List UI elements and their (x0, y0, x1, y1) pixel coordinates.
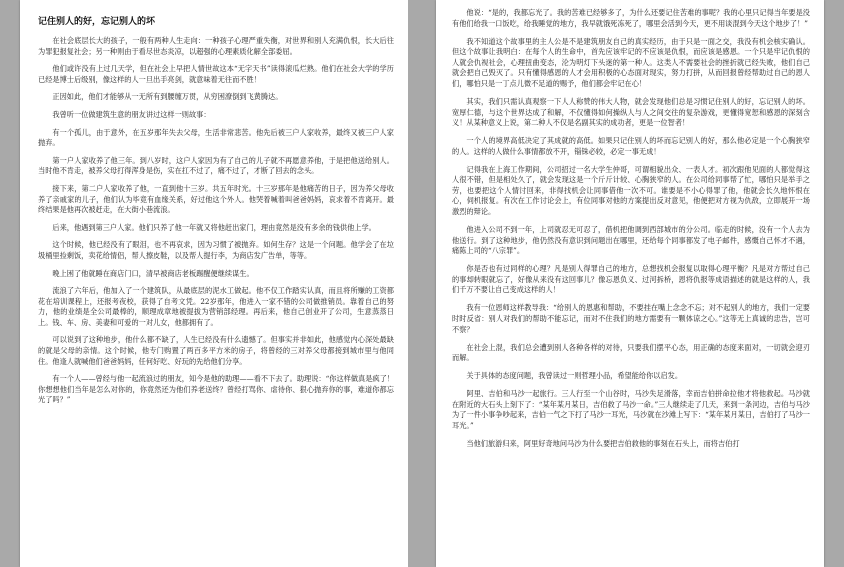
paragraph: 接下来，第二户人家收养了他，一直到他十三岁。共五年时光。十三岁那年是他痛苦的日子，因为养父母收养了亲戚家的儿子，他们认为毕竟有血缘关系，好过他这个外人。他哭着喊着叫爸爸妈妈，哀求着不肯离开。最终结果是他再次被赶走，在大街小巷流浪。 (38, 183, 394, 215)
paragraph: 可以说到了这种地步，他什么都不缺了，人生已经没有什么遗憾了。但事实并非如此，他感觉内心深处最缺的就是父母的亲情。这个时候，他专门购置了两百多平方米的房子，将曾经的三对养父母都接到城市里与他同住。他逢人就喊他们爸爸妈妈，任何好吃、好玩的先给他们分享。 (38, 335, 394, 366)
paragraph: 他说：“是的，我都忘光了。我的苦难已经够多了，为什么还要记住苦难的事呢？我的心里只记得当年要是没有他们给我一口饭吃，给我睡觉的地方，我早就饿死冻死了，哪里会活到今天，更不用谈混到今天这个地步了！” (452, 8, 810, 28)
left-page (20, 0, 408, 567)
paragraph: 我有一位恩师这样教导我：“给别人的恩惠和帮助，不要挂在嘴上念念不忘；对不起别人的地方，我们一定要时时反省：别人对我们的帮助不能忘记，而对不住我们的地方需要有一颗体谅之心。”这等无上真诚的忠告，岂可不察？ (452, 303, 810, 334)
paragraph: 有一个孤儿，由于意外，在五岁那年失去父母，生活非常悲苦。他先后被三户人家收养，最终又被三户人家抛弃。 (38, 127, 394, 148)
paragraph: 当他们旅游归来，阿里好奇地问马沙为什么要把吉伯救他的事刻在石头上，而将吉伯打 (466, 438, 740, 448)
paragraph: 记得我在上海工作期间，公司招过一名大学生仲哥，可谓相貌出众、一表人才。初次跟他见面的人都觉得这人很不错，但是相处久了，就会发现这是一个斤斤计较、心胸狭窄的人。在公司给同事帮了忙，哪怕只是举手之劳，也要把这个人情讨回来，非得找机会让同事借他一次不可。谁要是不小心得罪了他，他就会长久地怀恨在心，伺机报复。有次在工作讨论会上，有位同事对他的方案提出反对意见，他便把对方视为仇敌，立即展开一场激烈的辩论。 (452, 164, 810, 217)
paragraph: 正因如此，他们才能够从一无所有到腰缠万贯，从穷困潦倒到飞黄腾达。 (52, 92, 283, 102)
paragraph: 他进入公司不到一年，上司就忍无可忍了，借机把他调到西部城市的分公司。临走的时候，没有一个人去为他送行。到了这种地步，他仍然没有意识到问题出在哪里，还给每个同事都发了电子邮件，感慨自己怀才不遇，痛陈上司的“八宗罪”。 (452, 225, 810, 256)
document-title: 记住别人的好，忘记别人的坏 (38, 17, 156, 27)
paragraph: 其实，我们只需认真观察一下人人称赞的伟大人物，就会发现他们总是习惯记住别人的好，忘记别人的坏。宽厚仁德，与这个世界达成了和解，不仅懂得如何操纵人与人之间交往的复杂游戏，更懂得宽恕和感恩的深刻含义！从某种意义上说，第二种人不仅是名副其实的成功者，更是一位智者！ (452, 96, 810, 128)
paragraph: 后来，他遇到第三户人家。他们只养了他一年就又将他赶出家门，理由竟然是没有多余的钱供他上学。 (52, 222, 376, 232)
paragraph: 有一个人——曾经与他一起流浪过的朋友，知今是他的助理——看不下去了。助理说：“你这样做真是疯了！你想想他们当年是怎么对你的，你竟然还为他们养老送终？曾经打骂你、虐待你、狠心抛弃你的事，难道你都忘光了吗？” (38, 374, 394, 405)
paragraph: 流浪了六年后，他加入了一个建筑队，从最底层的泥水工做起。他不仅工作踏实认真，而且将所赚的工资都花在培训课程上，还报考夜校，获得了自考文凭。22岁那年，他进入一家不错的公司做推销员。靠着自己的努力，他的业绩是全公司最棒的，顺理成章地被提拔为营销部经理。再后来，他自己创业开了公司，生意蒸蒸日上。钱、车、房、美妻和可爱的一对儿女，他都拥有了。 (38, 286, 394, 327)
paragraph: 我曾听一位做建筑生意的朋友讲过这样一则故事： (52, 109, 211, 119)
paragraph: 一个人的境界高低决定了其成就的高低。如果只记住别人的坏而忘记别人的好，那么他必定是一个心胸狭窄的人。这样的人做什么事情都放不开，锱铢必较，必定一事无成！ (452, 136, 810, 156)
paragraph: 你是否也有过同样的心理？凡是别人得罪自己的地方，总想找机会报复以取得心理平衡？凡是对方帮过自己的事却转眼就忘了，好像从来没有这回事儿？像忘恩负义、过河拆桥，恩将仇报等成语描述的就是这样的人，我们千万不要让自己变成这样的人！ (452, 264, 810, 295)
paragraph: 第一户人家收养了他三年。到八岁时，这户人家因为有了自己的儿子就不再愿意养他，于是把他送给别人。当时他不肯走，被养父母打得浑身是伤，实在扛不过了，痛不过了，才断了回去的念头。 (38, 155, 394, 176)
paragraph: 阿里、吉伯和马沙一起旅行。三人行至一个山谷时，马沙失足滑落，幸而吉伯拼命拉他才将他救起。马沙就在附近的大石头上刻下了：“某年某月某日，吉伯救了马沙一命。”三人继续走了几天，来到一条河边，吉伯与马沙为了一件小事争吵起来，吉伯一气之下打了马沙一耳光，马沙就在沙滩上写下：“某年某月某日，吉伯打了马沙一耳光。” (452, 389, 810, 430)
paragraph: 在社会上混，我们总会遭到别人各种各样的对待，只要我们摆平心态，用正确的态度来面对，一切就会迎刃而解。 (452, 342, 810, 363)
paragraph: 我不知道这个故事里的主人公是不是建筑朋友自己的真实经历，由于只是一面之交，我没有机会核实确认。但这个故事让我明白：在每个人的生命中，首先应该牢记的不应该是仇恨，而应该是感恩。一个只是牢记仇恨的人就会仇视社会，心理扭曲变态，沦为明灯下头迷的第一种人。这类人不需要社会的挫折就已经失败，他们自己就会把自己毁灭了。只有懂得感恩的人才会用积极的心态面对现实，努力打拼，从而回报曾经帮助过自己的恩人们，哪怕只是一丁点儿微不足道的赐予，他们都会牢记在心！ (452, 36, 810, 88)
paragraph: 在社会底层长大的孩子，一般有两种人生走向：一种孩子心理严重失衡，对世界和别人充满仇恨，长大后往为罪犯报复社会；另一种则由于看尽世态炎凉，以超强的心理素质化解全部委屈。 (38, 36, 394, 56)
page-gutter (408, 0, 436, 567)
paragraph: 晚上困了他就睡在商店门口，清早被商店老板踢醒便继续谋生。 (52, 268, 254, 278)
paragraph: 这个时候，他已经没有了眼泪，也不再哀求，因为习惯了被抛弃。如何生存？这是一个问题。他学会了在垃圾桶里捡剩饭，卖花给情侣，帮人擦皮鞋，以及帮人提行李，为商店发广告单，等等。 (38, 240, 394, 260)
right-page (436, 0, 824, 567)
paragraph: 他们或许没有上过几天学，但在社会上早把人情世故这本“无字天书”读得滚瓜烂熟。他们在社会大学的学历已经是博士后级别，像这样的人一旦出手亮剑，就意味着无往而不胜！ (38, 64, 394, 84)
paragraph: 关于具体的态度问题，我曾读过一则哲理小品，希望能给你以启发。 (466, 371, 683, 381)
